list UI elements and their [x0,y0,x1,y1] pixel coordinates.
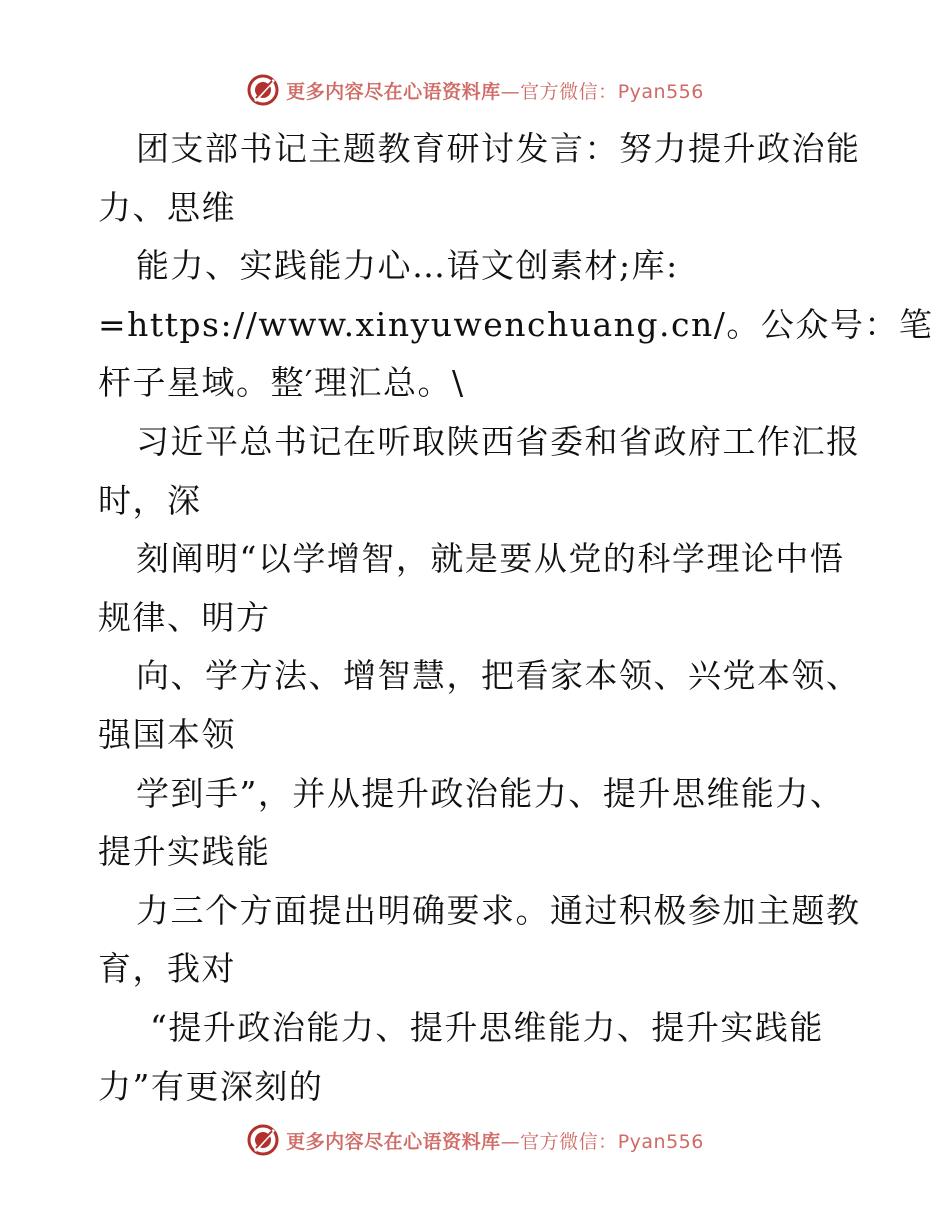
paragraph-line: 刻阐明“以学增智，就是要从党的科学理论中悟 [136,539,845,579]
paragraph-line: =https://www.xinyuwenchuang.cn/。公众号：笔 [98,304,934,344]
header-wechat-id: Pyan556 [617,80,704,103]
footer-watermark-banner [0,1120,950,1160]
pen-seal-icon [246,73,280,107]
header-brand-text: 更多内容尽在心语资料库 [286,80,501,103]
header-official-label: 官方微信： [520,80,618,103]
paragraph-line: 育，我对 [98,949,236,989]
paragraph-line: 能力、实践能力心…语文创素材;库: [136,246,679,286]
paragraph-line: 学到手”，并从提升政治能力、提升思维能力、 [136,773,845,813]
paragraph-line: 习近平总书记在听取陕西省委和省政府工作汇报 [136,421,861,461]
document-body [98,120,934,1116]
document-title-line-1: 团支部书记主题教育研讨发言：努力提升政治能 [136,129,861,168]
paragraph-line: 规律、明方 [98,597,271,637]
footer-wechat-id: Pyan556 [617,1130,704,1153]
header-separator: — [500,80,521,103]
footer-brand-text: 更多内容尽在心语资料库 [286,1130,501,1153]
document-title-line-2: 力、思维 [98,187,236,227]
paragraph-line: 时，深 [98,480,202,520]
pen-seal-icon [246,1123,280,1157]
footer-official-label: 官方微信： [520,1130,618,1153]
paragraph-line: 提升实践能 [98,832,271,872]
paragraph-line: 向、学方法、增智慧，把看家本领、兴党本领、 [136,656,861,696]
paragraph-line: 力”有更深刻的 [98,1066,324,1106]
header-watermark-banner [0,70,950,110]
footer-separator: — [500,1130,521,1153]
paragraph-line: 强国本领 [98,714,236,754]
paragraph-line: 力三个方面提出明确要求。通过积极参加主题教 [136,890,861,930]
paragraph-line: “提升政治能力、提升思维能力、提升实践能 [150,1007,824,1047]
paragraph-line: 杆子星域。整′理汇总。\ [98,363,465,403]
